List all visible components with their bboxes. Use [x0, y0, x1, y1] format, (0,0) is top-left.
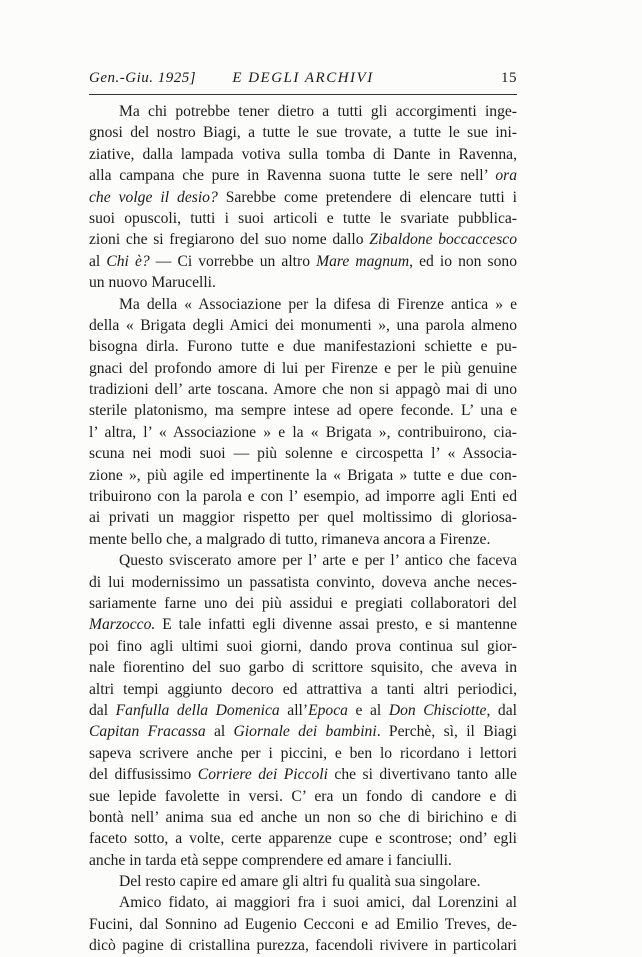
text-line — [89, 422, 517, 443]
text-run: altri tempi aggiunto decoro ed attrattiva a tanti altri periodici, — [89, 680, 517, 698]
text-line — [89, 251, 517, 272]
text-run: ziative, dalla lampada votiva sulla tomba di Dante in Ravenna, — [89, 145, 517, 163]
text-line — [89, 315, 517, 336]
text-line — [89, 336, 517, 357]
text-line — [89, 721, 517, 742]
text-run: alla campana che pure in Ravenna suona tutte le sere nell’ — [89, 167, 496, 185]
text-line — [89, 743, 517, 764]
italic-title: che volge il desio? — [89, 188, 218, 206]
text-run: zione », più agile ed impertinente la « Brigata » tutte e due con- — [89, 466, 517, 484]
text-line — [89, 358, 517, 379]
text-line — [89, 165, 517, 186]
text-run: Amico fidato, ai maggiori fra i suoi amici, dal Lorenzini al — [119, 894, 517, 912]
italic-title: ora — [495, 167, 517, 185]
text-run: dicò pagine di cristallina purezza, facendoli rivivere in particolari — [89, 937, 517, 955]
text-run: E tale infatti egli divenne assai presto, e si mantenne — [155, 616, 517, 634]
text-run: suoi opuscoli, tutti i suoi articoli e tutte le svariate pubblica- — [89, 209, 517, 227]
italic-title: Chi è? — [106, 252, 150, 270]
header-rule — [89, 94, 517, 95]
text-line — [89, 935, 517, 956]
text-line — [89, 507, 517, 528]
text-run: anche in tarda età seppe comprendere ed amare i fanciulli. — [89, 851, 452, 869]
header-date: Gen.-Giu. 1925] — [89, 70, 197, 86]
text-run: del diffusissimo — [89, 766, 198, 784]
text-line — [89, 529, 517, 550]
text-run: sariamente farne uno dei più assidui e pregiati collaboratori del — [89, 594, 517, 612]
text-run: Questo sviscerato amore per l’ arte e per l’ antico che faceva — [119, 552, 517, 570]
italic-title: Zibaldone boccaccesco — [369, 231, 517, 249]
text-run: sapeva scrivere anche per i piccini, e ben lo ricordano i lettori — [89, 744, 517, 762]
text-line — [89, 187, 517, 208]
text-run: tradizioni dell’ arte toscana. Amore che non si appagò mai di uno — [89, 381, 517, 399]
text-line — [89, 828, 517, 849]
text-run: sterile platonismo, ma sempre intese ad opere feconde. L’ una e — [89, 402, 517, 420]
text-line — [89, 572, 517, 593]
text-run: della « Brigata degli Amici dei monumenti », una parola almeno — [89, 316, 517, 334]
text-line — [89, 400, 517, 421]
page-number: 15 — [501, 70, 517, 86]
text-run: Ma chi potrebbe tener dietro a tutti gli accorgimenti inge- — [119, 103, 517, 120]
text-line — [89, 272, 517, 293]
text-run: l’ altra, l’ « Associazione » e la « Brigata », contribuirono, cia- — [89, 423, 517, 441]
text-run: gnosi del nostro Biagi, a tutte le sue trovate, a tutte le sue ini- — [89, 124, 517, 142]
text-run: tribuirono con la parola e con l’ esempio, ad imporre agli Enti ed — [89, 488, 517, 506]
text-line — [89, 486, 517, 507]
text-line — [89, 614, 517, 635]
text-run: e al — [347, 701, 389, 719]
italic-title: Giornale dei bambini — [233, 723, 377, 741]
italic-title: Epoca — [308, 701, 348, 719]
text-line — [89, 636, 517, 657]
text-line — [89, 229, 517, 250]
text-run: Sarebbe come pretendere di elencare tutti i — [217, 188, 518, 206]
text-line — [89, 657, 517, 678]
text-line — [89, 764, 517, 785]
text-line — [89, 807, 517, 828]
text-run: bontà nell’ anima sua ed anche un non so che di birichino e di — [89, 808, 517, 826]
text-line — [89, 593, 517, 614]
text-line — [89, 786, 517, 807]
text-run: Fucini, dal Sonnino ad Eugenio Cecconi e ad Emilio Treves, de- — [89, 915, 517, 933]
italic-title: Marzocco. — [89, 616, 156, 634]
text-run: zioni che si fregiarono del suo nome dallo — [89, 231, 370, 249]
text-line — [89, 914, 517, 935]
text-run: sue lepide favolette in versi. C’ era un fondo di candore e di — [89, 787, 517, 805]
text-line — [89, 379, 517, 400]
text-line — [89, 208, 517, 229]
text-run: nale fiorentino del suo garbo di scrittore squisito, che aveva in — [89, 659, 517, 677]
text-run: faceto sotto, a volte, certe apparenze cupe e scontrose; ond’ egli — [89, 830, 517, 848]
italic-title: Mare magnum — [316, 252, 410, 270]
text-run: bisogna dirla. Furono tutte e due manifestazioni schiette e pu- — [89, 338, 517, 356]
text-line — [89, 122, 517, 143]
text-run: , ed io non sono — [409, 252, 518, 270]
text-run: dal — [89, 701, 116, 719]
text-run: al — [205, 723, 234, 741]
text-line — [89, 101, 517, 122]
italic-title: Fanfulla della Domenica — [115, 701, 280, 719]
text-run: ai privati un maggior rispetto per quel moltissimo di gloriosa- — [89, 509, 517, 527]
text-line — [89, 892, 517, 913]
text-line — [89, 850, 517, 871]
text-run: — Ci vorrebbe un altro — [149, 252, 317, 270]
text-line — [89, 871, 517, 892]
text-run: scuna nei modi suoi — più solenne e circospetta l’ « Associa- — [89, 445, 517, 463]
text-line — [89, 679, 517, 700]
text-run: poi fino agli ultimi suoi giorni, dando prova continua sul gior- — [89, 637, 517, 655]
text-line — [89, 700, 517, 721]
text-run: al — [89, 252, 107, 270]
text-run: Ma della « Associazione per la difesa di Firenze antica » e — [119, 295, 517, 313]
text-run: . Perchè, sì, il Biagi — [376, 723, 517, 741]
italic-title: Capitan Fracassa — [89, 723, 206, 741]
text-line — [89, 144, 517, 165]
body-text — [89, 101, 517, 957]
header-title: E DEGLI ARCHIVI — [232, 70, 374, 86]
running-header — [89, 70, 517, 92]
text-run: mente bello che, a malgrado di tutto, rimaneva ancora a Firenze. — [89, 530, 491, 548]
italic-title: Don Chisciotte — [388, 701, 487, 719]
text-run: Del resto capire ed amare gli altri fu qualità sua singolare. — [119, 873, 481, 891]
text-run: gnaci del profondo amore di lui per Firenze e per le più genuine — [89, 359, 517, 377]
text-line — [89, 465, 517, 486]
text-run: un nuovo Marucelli. — [89, 274, 216, 292]
text-run: di lui modernissimo un passatista convinto, doveva anche neces- — [89, 573, 517, 591]
text-run: , dal — [486, 701, 517, 719]
text-line — [89, 550, 517, 571]
text-run: che si divertivano tanto alle — [327, 766, 517, 784]
text-line — [89, 443, 517, 464]
text-line — [89, 294, 517, 315]
text-run: all’ — [279, 701, 309, 719]
italic-title: Corriere dei Piccoli — [197, 766, 328, 784]
